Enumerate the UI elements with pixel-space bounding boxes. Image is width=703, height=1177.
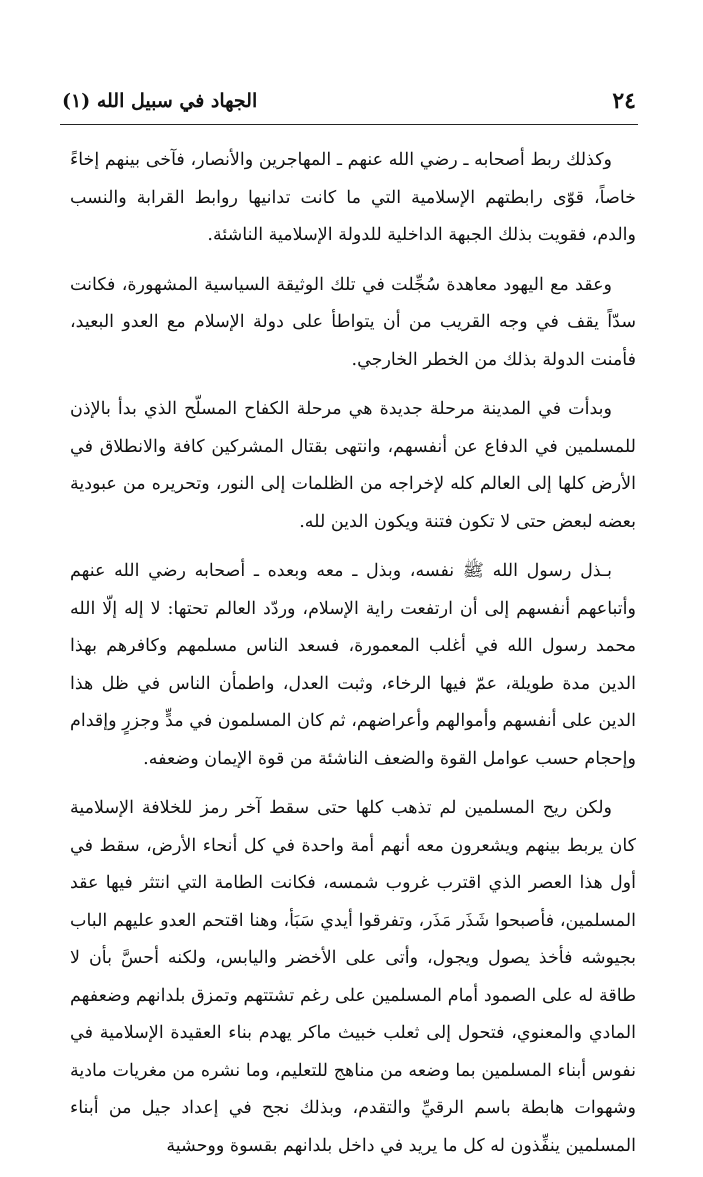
paragraph-5: ولكن ريح المسلمين لم تذهب كلها حتى سقط آخر رمز للخلافة الإسلامية كان يربط بينهم ويشعرون معه أنهم أمة واحدة في كل أنحاء الأرض، سقط في أول هذا العصر الذي اقترب غروب شمسه، فكانت الطامة التي انتثر فيها عقد المسلمين، فأصبحوا شَذَر مَذَر، وتفرقوا أيدي سَبَأ، وهنا اقتحم العدو عليهم الباب بجيوشه فأخذ يصول ويجول، وأتى على الأخضر واليابس، ولكنه أحسَّ بأن لا طاقة له على الصمود أمام المسلمين على رغم تشتتهم وتمزق بلدانهم وضعفهم المادي والمعنوي، فتحول إلى ثعلب خبيث ماكر يهدم بناء العقيدة الإسلامية في نفوس أبناء المسلمين بما وضعه من مناهج للتعليم، وما نشره من مغريات مادية وشهوات هابطة باسم الرقيِّ والتقدم، وبذلك نجح في إعداد جيل من أبناء المسلمين ينفِّذون له كل ما يريد في داخل بلدانهم بقسوة ووحشية <box>70 798 636 1156</box>
page-number: ٢٤ <box>612 88 636 114</box>
paragraph-1: وكذلك ربط أصحابه ـ رضي الله عنهم ـ المهاجرين والأنصار، فآخى بينهم إخاءً خاصاً، قوّى رابطتهم الإسلامية التي ما كانت تدانيها روابط القرابة والنسب والدم، فقويت بذلك الجبهة الداخلية للدولة الإسلامية الناشئة. <box>70 150 636 245</box>
running-header <box>62 88 636 124</box>
paragraph-2: وعقد مع اليهود معاهدة سُجِّلت في تلك الوثيقة السياسية المشهورة، فكانت سدّاً يقف في وجه القريب من أن يتواطأ على دولة الإسلام مع العدو البعيد، فأمنت الدولة بذلك من الخطر الخارجي. <box>70 274 636 370</box>
running-title: الجهاد في سبيل الله (١) <box>62 90 258 112</box>
paragraph-3: وبدأت في المدينة مرحلة جديدة هي مرحلة الكفاح المسلّح الذي بدأ بالإذن للمسلمين في الدفاع عن أنفسهم، وانتهى بقتال المشركين كافة والانطلاق في الأرض كلها إلى العالم كله لإخراجه من الظلمات إلى النور، وتحريره من عبودية بعضه لبعض حتى لا تكون فتنة ويكون الدين لله. <box>70 399 636 532</box>
body-text <box>70 142 636 1177</box>
header-rule <box>60 124 638 125</box>
paragraph-4: بـذل رسول الله ﷺ نفسه، وبذل ـ معه وبعده ـ أصحابه رضي الله عنهم وأتباعهم أنفسهم إلى أن ارتفعت راية الإسلام، وردّد العالم تحتها: لا إله إلّا الله محمد رسول الله في أغلب المعمورة، فسعد الناس مسلمهم وكافرهم بهذا الدين مدة طويلة، عمّ فيها الرخاء، وثبت العدل، واطمأن الناس في ظل هذا الدين على أنفسهم وأموالهم وأعراضهم، ثم كان المسلمون في مدٍّ وجزرٍ وإقدام وإحجام حسب عوامل القوة والضعف الناشئة من قوة الإيمان وضعفه. <box>70 561 636 769</box>
